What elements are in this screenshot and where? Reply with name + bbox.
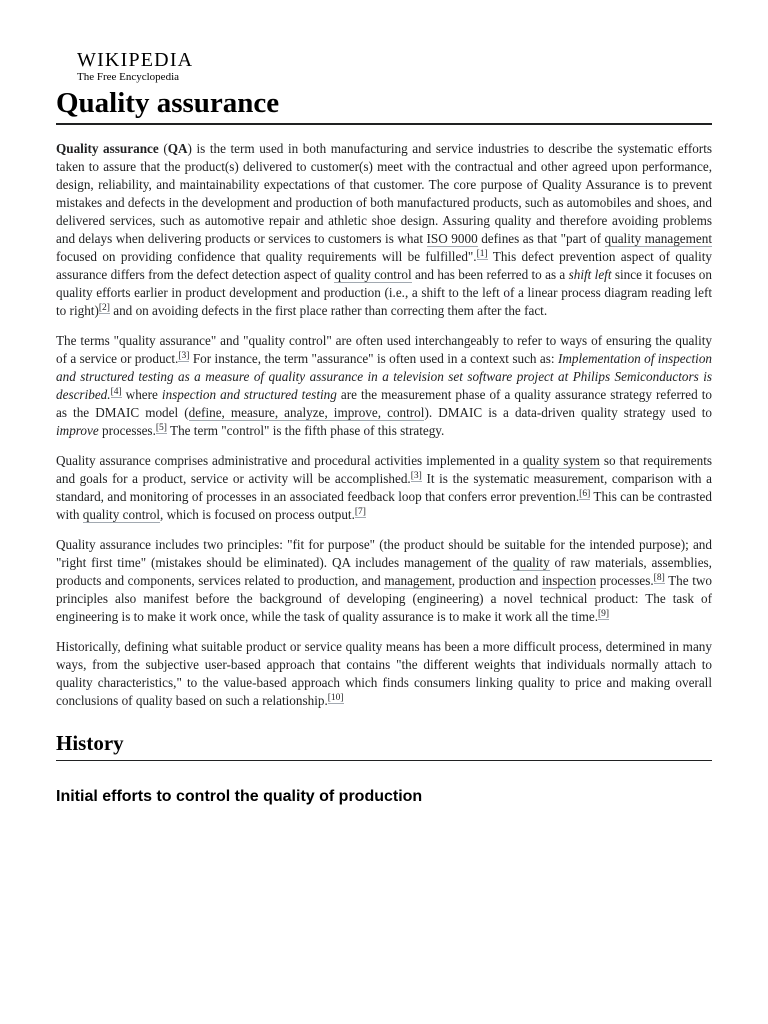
link-quality-control[interactable]: quality control <box>334 267 412 282</box>
wikipedia-logo[interactable] <box>77 50 712 84</box>
link-dmaic[interactable]: define, measure, analyze, improve, control <box>188 405 425 420</box>
text: , which is focused on process output. <box>160 507 355 522</box>
abbr-bold: QA <box>167 141 188 156</box>
link-quality-control[interactable]: quality control <box>82 507 161 522</box>
text: For instance, the term "assurance" is often used in a context such as: <box>189 351 558 366</box>
text: The terms "quality assurance" and "quality control" are often used interchangeably to refer to ways of ensuring the quality of a service or product. <box>56 333 712 366</box>
ref-10[interactable]: [10] <box>327 692 344 703</box>
text: ( <box>158 141 168 156</box>
ref-8[interactable]: [8] <box>653 572 665 583</box>
text: ). DMAIC is a data-driven quality strategy used to <box>424 405 712 420</box>
text: This defect prevention aspect of quality assurance differs from the defect detection aspect of <box>56 249 712 282</box>
subsection-heading-initial-efforts: Initial efforts to control the quality of production <box>56 788 423 805</box>
ref-7[interactable]: [7] <box>354 506 366 517</box>
link-iso-9000[interactable]: ISO 9000 <box>426 231 478 246</box>
text: of raw materials, assemblies, products and components, services related to production, and <box>56 555 712 588</box>
link-quality[interactable]: quality <box>513 555 550 570</box>
link-inspection[interactable]: inspection <box>542 573 597 588</box>
text: ) is the term used in both manufacturing and service industries to describe the systematic efforts taken to assure that the product(s) delivered to customer(s) meet with the contractual and other agreed upon performance, design, reliability, and maintainability expectations of that customer. The core purpose of Quality Assurance is to prevent mistakes and defects in the development and production of both manufactured products, such as automobiles and shoes, and delivered services, such as automotive repair and athletic shoe design. Assuring quality and therefore avoiding problems and delays when delivering products or services to customers is what <box>56 141 712 246</box>
ref-3[interactable]: [3] <box>178 350 190 361</box>
text: defines as that "part of <box>477 231 605 246</box>
link-quality-system[interactable]: quality system <box>522 453 600 468</box>
text: The two principles also manifest before the background of developing (engineering) a novel technical product: The task of engineering is to make it work once, while the task of quality assurance is to make it work all the time. <box>56 573 712 624</box>
italic-shift-left: shift left <box>568 267 612 282</box>
text: where <box>121 387 162 402</box>
text: Historically, defining what suitable product or service quality means has been a more difficult process, determined in many ways, from the subjective user-based approach that contains "the different weights that individuals normally attach to quality characteristics," to the value-based approach which finds consumers linking quality to price and making overall conclusions of quality based on such a relationship. <box>56 639 712 708</box>
italic-improve: improve <box>56 423 99 438</box>
paragraph-historically <box>56 638 712 710</box>
ref-3[interactable]: [3] <box>410 470 422 481</box>
article-page <box>56 0 712 807</box>
text: The term "control" is the fifth phase of this strategy. <box>166 423 445 438</box>
text: Quality assurance includes two principles: "fit for purpose" (the product should be suitable for the intended purpose); and "right first time" (mistakes should be eliminated). QA includes management of the <box>56 537 712 570</box>
ref-5[interactable]: [5] <box>155 422 167 433</box>
text: processes. <box>98 423 156 438</box>
paragraph-activities <box>56 452 712 524</box>
page-title: Quality assurance <box>56 86 712 125</box>
ref-6[interactable]: [6] <box>579 488 591 499</box>
text: Quality assurance comprises administrative and procedural activities implemented in a <box>56 453 523 468</box>
text: This can be contrasted with <box>56 489 712 522</box>
text: focused on providing confidence that quality requirements will be fulfilled". <box>56 249 477 264</box>
link-management[interactable]: management <box>384 573 452 588</box>
text: are the measurement phase of a quality assurance strategy referred to as the DMAIC model ( <box>56 387 713 420</box>
text: , production and <box>451 573 543 588</box>
italic-inspection: inspection and structured testing <box>161 387 337 402</box>
text: so that requirements and goals for a product, service or activity will be accomplished. <box>56 453 712 486</box>
logo-wordmark: WIKIPEDIA <box>77 49 194 71</box>
italic-quote: Implementation of inspection and structured testing as a measure of quality assurance in a television set software project at Philips Semiconductors is described. <box>56 351 713 402</box>
ref-4[interactable]: [4] <box>110 386 122 397</box>
paragraph-intro <box>56 140 712 320</box>
text: processes. <box>596 573 654 588</box>
text: It is the systematic measurement, comparison with a standard, and monitoring of processes in an associated feedback loop that confers error prevention. <box>56 471 712 504</box>
paragraph-terms <box>56 332 712 440</box>
link-quality-management[interactable]: quality management <box>604 231 713 246</box>
text: since it focuses on quality efforts earlier in product development and production (i.e., a shift to the left of a linear process diagram reading left to right) <box>56 267 712 318</box>
ref-1[interactable]: [1] <box>476 248 488 259</box>
term-bold: Quality assurance <box>56 141 159 156</box>
logo-tagline: The Free Encyclopedia <box>77 71 180 83</box>
text: and has been referred to as a <box>411 267 569 282</box>
ref-2[interactable]: [2] <box>98 302 110 313</box>
text: and on avoiding defects in the first place rather than correcting them after the fact. <box>109 303 548 318</box>
paragraph-principles <box>56 536 712 626</box>
section-heading-history: History <box>56 730 712 761</box>
ref-9[interactable]: [9] <box>598 608 610 619</box>
